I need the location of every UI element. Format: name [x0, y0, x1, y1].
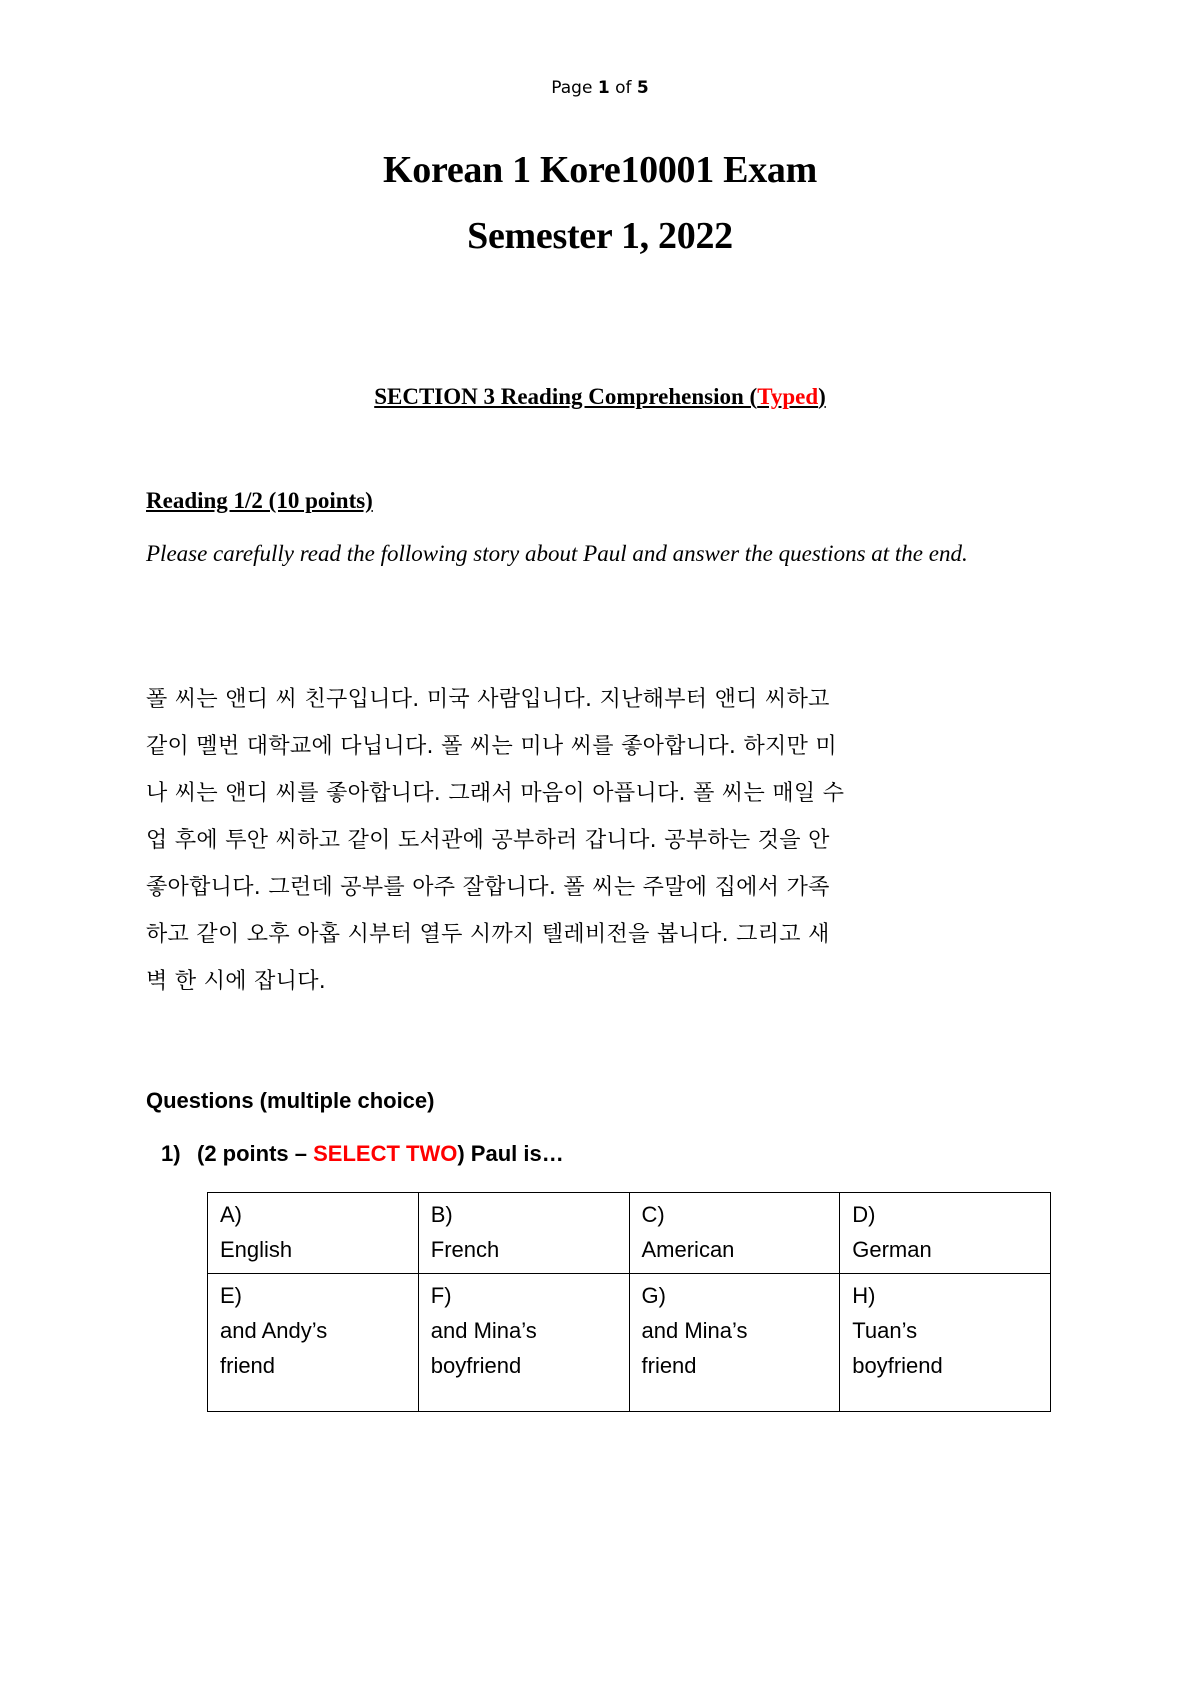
exam-semester: Semester 1, 2022 — [467, 215, 733, 257]
option-letter: B) — [430, 1202, 453, 1227]
option-text: friend — [220, 1353, 276, 1378]
option-text: and Mina’s — [641, 1318, 748, 1343]
reading-instructions: Please carefully read the following story about Paul and answer the questions at the end. — [146, 541, 968, 566]
story-line: 벽 한 시에 잡니다. — [146, 969, 327, 994]
section-heading — [0, 384, 1200, 410]
questions-heading: Questions (multiple choice) — [146, 1088, 435, 1113]
page-total: 5 — [636, 78, 649, 98]
question-1 — [161, 1141, 564, 1167]
story-text — [146, 676, 1046, 1005]
option-e[interactable] — [208, 1274, 419, 1412]
answer-options-table — [207, 1192, 1051, 1412]
option-text: French — [430, 1237, 500, 1262]
story-line: 나 씨는 앤디 씨를 좋아합니다. 그래서 마음이 아픕니다. 폴 씨는 매일 수 — [146, 781, 845, 806]
question-highlight: SELECT TWO — [313, 1141, 458, 1166]
question-number: 1) — [161, 1141, 181, 1166]
page-label: Page — [551, 78, 593, 98]
option-text: and Andy’s — [220, 1318, 328, 1343]
option-letter: E) — [220, 1283, 242, 1308]
option-text: boyfriend — [852, 1353, 943, 1378]
option-text: Tuan’s — [852, 1318, 918, 1343]
option-f[interactable] — [418, 1274, 629, 1412]
page-indicator — [0, 78, 1200, 98]
section-close: ) — [818, 384, 826, 409]
question-prefix: (2 points – — [197, 1141, 314, 1166]
story-line: 좋아합니다. 그런데 공부를 아주 잘합니다. 폴 씨는 주말에 집에서 가족 — [146, 875, 830, 900]
option-letter: C) — [641, 1202, 665, 1227]
option-text: friend — [641, 1353, 697, 1378]
option-letter: H) — [852, 1283, 876, 1308]
option-text: English — [220, 1237, 293, 1262]
option-g[interactable] — [629, 1274, 840, 1412]
section-highlight: Typed — [757, 384, 819, 409]
option-text: and Mina’s — [430, 1318, 537, 1343]
option-text: American — [641, 1237, 735, 1262]
option-letter: G) — [641, 1283, 666, 1308]
story-line: 업 후에 투안 씨하고 같이 도서관에 공부하러 갑니다. 공부하는 것을 안 — [146, 828, 830, 853]
option-letter: A) — [220, 1202, 242, 1227]
option-d[interactable] — [840, 1193, 1051, 1274]
option-letter: D) — [852, 1202, 876, 1227]
reading-title: Reading 1/2 (10 points) — [146, 488, 373, 513]
option-b[interactable] — [418, 1193, 629, 1274]
option-c[interactable] — [629, 1193, 840, 1274]
option-a[interactable] — [208, 1193, 419, 1274]
section-label: SECTION 3 Reading Comprehension ( — [374, 384, 758, 409]
story-line: 폴 씨는 앤디 씨 친구입니다. 미국 사람입니다. 지난해부터 앤디 씨하고 — [146, 687, 830, 712]
question-suffix: ) Paul is… — [457, 1141, 564, 1166]
exam-title: Korean 1 Kore10001 Exam — [383, 149, 817, 191]
option-h[interactable] — [840, 1274, 1051, 1412]
option-letter: F) — [430, 1283, 452, 1308]
option-text: boyfriend — [430, 1353, 522, 1378]
story-line: 하고 같이 오후 아홉 시부터 열두 시까지 텔레비전을 봅니다. 그리고 새 — [146, 922, 830, 947]
option-text: German — [852, 1237, 932, 1262]
story-line: 같이 멜번 대학교에 다닙니다. 폴 씨는 미나 씨를 좋아합니다. 하지만 미 — [146, 734, 837, 759]
page-current: 1 — [597, 78, 610, 98]
page-of: of — [615, 78, 632, 98]
